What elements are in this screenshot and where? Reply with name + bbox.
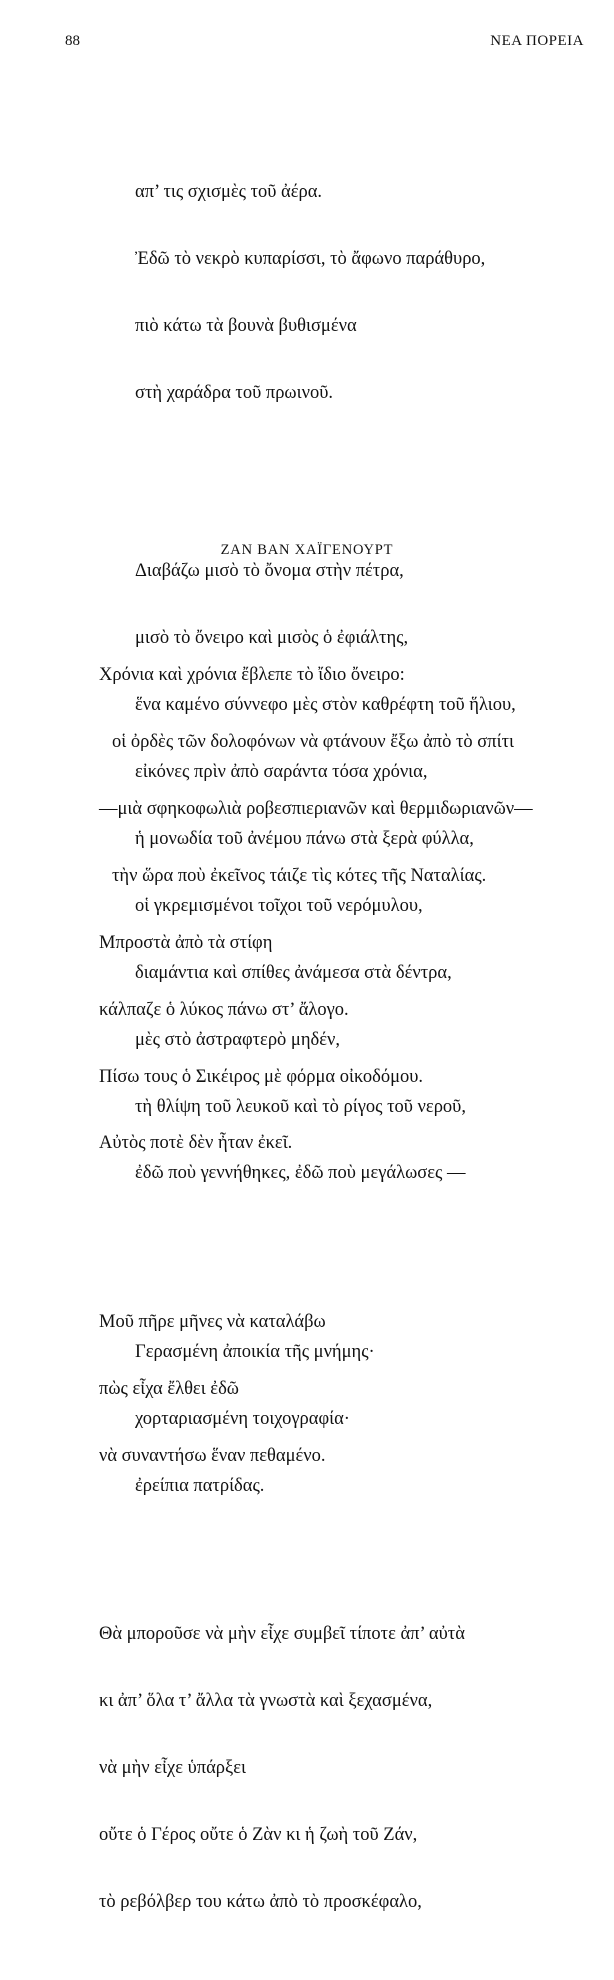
verse-line: Γερασμένη ἀποικία τῆς μνήμης· <box>135 1342 375 1363</box>
stanza-1 <box>135 137 516 449</box>
verse-line: διαμάντια καὶ σπίθες ἀνάμεσα στὰ δέντρα, <box>135 962 452 983</box>
verse-line: οἱ ὀρδὲς τῶν δολοφόνων νὰ φτάνουν ἔξω ἀπὸ τὸ σπίτι <box>112 732 515 753</box>
verse-line: στὴ χαράδρα τοῦ πρωινοῦ. <box>135 382 333 403</box>
verse-line: ἐρείπια πατρίδας. <box>135 1475 265 1496</box>
verse-line: Ἐδῶ τὸ νεκρὸ κυπαρίσσι, τὸ ἄφωνο παράθυρο, <box>135 249 486 270</box>
verse-line: τὴν ὥρα ποὺ ἐκεῖνος τάιζε τὶς κότες τῆς Ναταλίας. <box>112 865 487 886</box>
verse-line: Αὐτὸς ποτὲ δὲν ἦταν ἐκεῖ. <box>99 1133 293 1154</box>
verse-line: νὰ συναντήσω ἕναν πεθαμένο. <box>99 1445 326 1466</box>
verse-line: νὰ μὴν εἶχε ὑπάρξει <box>99 1758 247 1779</box>
verse-line: οἱ γκρεμισμένοι τοῖχοι τοῦ νερόμυλου, <box>135 895 423 916</box>
verse-line: Μπροστὰ ἀπὸ τὰ στίφη <box>99 932 273 953</box>
verse-line: πὼς εἶχα ἔλθει ἐδῶ <box>99 1378 239 1399</box>
verse-line: Θὰ μποροῦσε νὰ μὴν εἶχε συμβεῖ τίποτε ἀπ’ αὐτὰ <box>99 1624 465 1645</box>
verse-line: κάλπαζε ὁ λύκος πάνω στ’ ἄλογο. <box>99 999 349 1020</box>
verse-line: οὔτε ὁ Γέρος οὔτε ὁ Ζὰν κι ἡ ζωὴ τοῦ Ζάν, <box>99 1825 418 1846</box>
verse-line: Χρόνια καὶ χρόνια ἔβλεπε τὸ ἴδιο ὄνειρο: <box>99 665 405 686</box>
verse-line: Πίσω τους ὁ Σικέιρος μὲ φόρμα οἰκοδόμου. <box>99 1066 424 1087</box>
verse-line: ἡ μονωδία τοῦ ἀνέμου πάνω στὰ ξερὰ φύλλα, <box>135 829 474 849</box>
stanza-2 <box>99 1266 533 1511</box>
journal-title: ΝΕΑ ΠΟΡΕΙΑ <box>490 33 584 49</box>
verse-line: πιὸ κάτω τὰ βουνὰ βυθισμένα <box>135 315 357 336</box>
stanza-3 <box>99 1579 533 1958</box>
verse-line: —μιὰ σφηκοφωλιὰ ροβεσπιεριανῶν καὶ θερμιδωριανῶν— <box>99 798 533 819</box>
verse-line: χορταριασμένη τοιχογραφία· <box>135 1408 350 1429</box>
verse-line: ἐδῶ ποὺ γεννήθηκες, ἐδῶ ποὺ μεγάλωσες — <box>135 1163 466 1184</box>
verse-line: μισὸ τὸ ὄνειρο καὶ μισὸς ὁ ἐφιάλτης, <box>135 628 409 649</box>
verse-line: μὲς στὸ ἀστραφτερὸ μηδέν, <box>135 1029 340 1050</box>
verse-line: Μοῦ πῆρε μῆνες νὰ καταλάβω <box>99 1312 326 1332</box>
running-header <box>65 33 584 57</box>
verse-line: τὴ θλίψη τοῦ λευκοῦ καὶ τὸ ρίγος τοῦ νεροῦ, <box>135 1096 466 1117</box>
verse-line: ἕνα καμένο σύννεφο μὲς στὸν καθρέφτη τοῦ ἥλιου, <box>135 695 516 716</box>
verse-line: κι ἀπ’ ὅλα τ’ ἄλλα τὰ γνωστὰ καὶ ξεχασμένα, <box>99 1691 433 1712</box>
page-number: 88 <box>65 33 80 49</box>
poem-body <box>99 575 533 1980</box>
verse-line: Διαβάζω μισὸ τὸ ὄνομα στὴν πέτρα, <box>135 561 404 582</box>
stanza-1 <box>99 620 533 1200</box>
poem-title: ΖΑΝ ΒΑΝ ΧΑΪΓΕΝΟΥΡΤ <box>220 542 394 558</box>
verse-line: εἰκόνες πρὶν ἀπὸ σαράντα τόσα χρόνια, <box>135 762 428 783</box>
verse-line: απ’ τις σχισμὲς τοῦ ἀέρα. <box>135 182 323 203</box>
verse-line: τὸ ρεβόλβερ του κάτω ἀπὸ τὸ προσκέφαλο, <box>99 1891 422 1912</box>
